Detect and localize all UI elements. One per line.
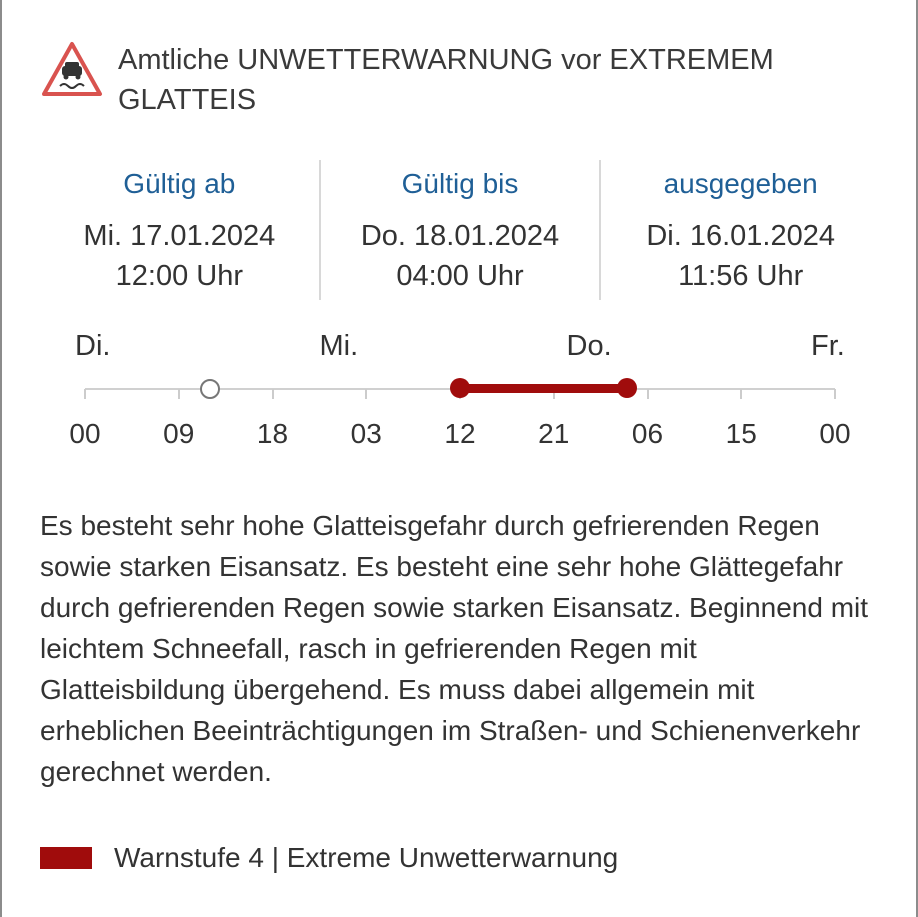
timeline-hour-label: 18 <box>256 418 289 449</box>
valid-until-time: 04:00 Uhr <box>396 260 524 292</box>
timeline-hour-label: 00 <box>69 418 101 449</box>
timeline-tick <box>84 389 86 399</box>
slippery-road-warning-icon <box>40 40 104 100</box>
issued-date: Di. 16.01.2024 <box>646 220 835 252</box>
timeline-tick <box>647 389 649 399</box>
issued-label: ausgegeben <box>663 168 818 199</box>
warning-description: Es besteht sehr hohe Glatteisgefahr durch gefrierenden Regen sowie starken Eisansatz. Es besteht eine sehr hohe Glättegefahr durch gefrierenden Regen sowie starken Eisansatz. Beginnend mit leichtem Schneefall, rasch in gefrierenden Regen mit Glatteisbildung übergehend. Es muss dabei allgemein mit erheblichen Beeinträchtigungen im Straßen- und Schienenverkehr gerechnet werden. <box>40 510 869 787</box>
warning-timeline <box>60 320 880 460</box>
valid-from-date: Mi. 17.01.2024 <box>83 220 276 252</box>
valid-from-label: Gültig ab <box>123 168 236 199</box>
timeline-tick <box>740 389 742 399</box>
valid-until-date: Do. 18.01.2024 <box>360 220 560 252</box>
timeline-tick <box>834 389 836 399</box>
issued-time: 11:56 Uhr <box>678 260 804 292</box>
warning-end-dot <box>617 378 637 398</box>
timeline-hour-label: 00 <box>819 418 851 449</box>
valid-from <box>40 160 319 300</box>
timeline-day-label: Di. <box>75 330 111 362</box>
issued <box>599 160 880 300</box>
timeline-tick <box>365 389 367 399</box>
warning-header <box>40 40 880 120</box>
issued-time-marker <box>200 379 220 399</box>
left-border <box>0 0 2 917</box>
timeline-day-label: Do. <box>566 330 612 362</box>
timeline-tick <box>272 389 274 399</box>
timeline-hour-label: 03 <box>350 418 382 449</box>
warning-level-swatch <box>40 847 92 869</box>
valid-until-label: Gültig bis <box>401 168 519 199</box>
timeline-day-label: Fr. <box>811 330 845 362</box>
timeline-hour-label: 15 <box>725 418 757 449</box>
timeline-hour-label: 09 <box>163 418 195 449</box>
validity-section <box>40 160 880 300</box>
warning-level-legend <box>40 842 618 874</box>
valid-until <box>319 160 600 300</box>
warning-range-bar <box>460 384 627 393</box>
warning-title: Amtliche UNWETTERWARNUNG vor EXTREMEM GLATTEIS <box>118 44 774 116</box>
warning-start-dot <box>450 378 470 398</box>
timeline-day-label: Mi. <box>319 330 359 362</box>
timeline-hour-label: 21 <box>538 418 570 449</box>
valid-from-time: 12:00 Uhr <box>115 260 244 292</box>
timeline-hour-label: 12 <box>444 418 476 449</box>
timeline-hour-label: 06 <box>631 418 664 449</box>
warning-level-text: Warnstufe 4 | Extreme Unwetterwarnung <box>114 842 619 873</box>
timeline-tick <box>178 389 180 399</box>
